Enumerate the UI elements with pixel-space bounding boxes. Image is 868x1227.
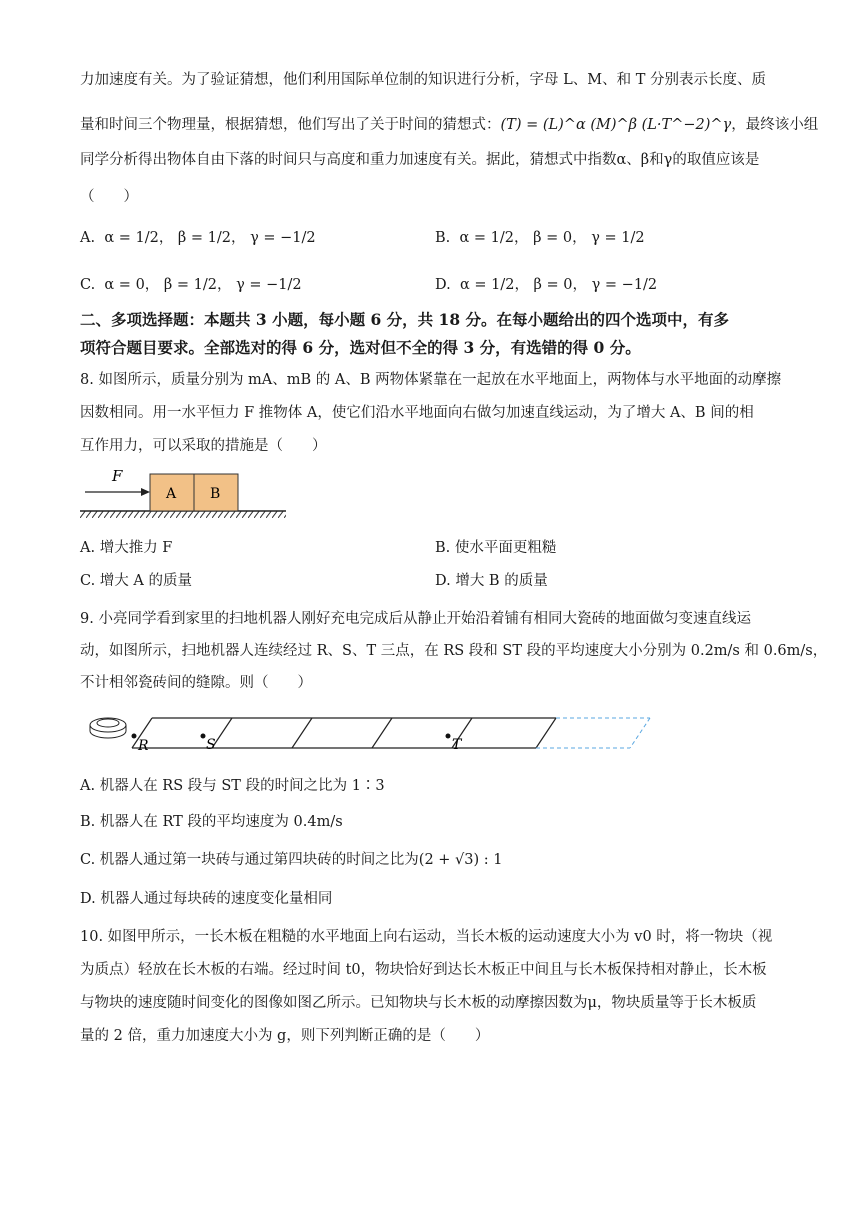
q7-text-line-3: 同学分析得出物体自由下落的时间只与高度和重力加速度有关。据此，猜想式中指数α、β和γ的取值应该是 — [80, 152, 760, 168]
q8-option-a[interactable]: A. 增大推力 F — [80, 540, 173, 556]
option-gamma: γ = −1/2 — [591, 277, 658, 293]
point-r-label: R — [138, 738, 149, 754]
q7-text-line-1: 力加速度有关。为了验证猜想，他们利用国际单位制的知识进行分析，字母 L、M、和 T 分别表示长度、质 — [80, 72, 766, 88]
q9-text-line-1: 9. 小亮同学看到家里的扫地机器人刚好充电完成后从静止开始沿着铺有相同大瓷砖的地面做匀变速直线运 — [80, 611, 751, 627]
force-arrowhead — [141, 488, 150, 496]
ground-hatching — [80, 511, 286, 518]
q10-text-line-1: 10. 如图甲所示，一长木板在粗糙的水平地面上向右运动，当长木板的运动速度大小为 v0 时，将一物块（视 — [80, 929, 773, 945]
q8-option-d[interactable]: D. 增大 B 的质量 — [435, 573, 548, 589]
option-beta: β = 0 — [533, 277, 573, 293]
q8-option-b[interactable]: B. 使水平面更粗糙 — [435, 540, 557, 556]
q9-option-d[interactable]: D. 机器人通过每块砖的速度变化量相同 — [80, 891, 333, 907]
dashed-tile-edge — [630, 718, 650, 748]
option-gamma: γ = −1/2 — [250, 230, 316, 246]
q7-formula: (T) = (L)^α (M)^β (L·T^−2)^γ — [500, 117, 732, 133]
q7-option-b[interactable]: B. α = 1/2， β = 0， γ = 1/2 — [435, 230, 645, 246]
option-alpha: α = 1/2 — [104, 230, 159, 246]
q8-blocks-figure — [80, 462, 290, 524]
option-beta: β = 1/2 — [177, 230, 232, 246]
option-alpha: α = 1/2 — [459, 277, 515, 293]
q10-text-line-4: 量的 2 倍，重力加速度大小为 g，则下列判断正确的是（ ） — [80, 1028, 490, 1044]
q9-option-c[interactable]: C. 机器人通过第一块砖与通过第四块砖的时间之比为(2 + √3) : 1 — [80, 852, 503, 868]
point-r — [132, 734, 137, 739]
option-gamma: γ = 1/2 — [591, 230, 645, 246]
q10-text-line-2: 为质点）轻放在长木板的右端。经过时间 t0，物块恰好到达长木板正中间且与长木板保持相对静止，长木板 — [80, 962, 767, 978]
q8-option-c[interactable]: C. 增大 A 的质量 — [80, 573, 192, 589]
point-t — [446, 734, 451, 739]
block-b-label: B — [210, 486, 221, 502]
q9-option-b[interactable]: B. 机器人在 RT 段的平均速度为 0.4m/s — [80, 814, 343, 830]
option-alpha: α = 0 — [104, 277, 145, 293]
tile-divider — [372, 718, 392, 748]
q8-text-line-2: 因数相同。用一水平恒力 F 推物体 A，使它们沿水平地面向右做匀加速直线运动，为了增大 A、B 间的相 — [80, 405, 754, 421]
option-beta: β = 0 — [533, 230, 573, 246]
q7-text-line-2b: ，最终该小组 — [731, 117, 819, 133]
q9-text-line-2: 动，如图所示，扫地机器人连续经过 R、S、T 三点，在 RS 段和 ST 段的平均速度大小分别为 0.2m/s 和 0.6m/s， — [80, 643, 828, 659]
q10-text-line-3: 与物块的速度随时间变化的图像如图乙所示。已知物块与长木板的动摩擦因数为μ，物块质量等于长木板质 — [80, 995, 757, 1011]
q9-tiles-figure — [86, 708, 656, 758]
tile-divider — [292, 718, 312, 748]
option-label: C. — [80, 277, 96, 293]
option-beta: β = 1/2 — [163, 277, 217, 293]
q9-option-a[interactable]: A. 机器人在 RS 段与 ST 段的时间之比为 1∶3 — [80, 778, 385, 794]
option-label: A. — [80, 230, 96, 246]
section-2-heading-line-1: 二、多项选择题：本题共 3 小题，每小题 6 分，共 18 分。在每小题给出的四个选项中，有多 — [80, 310, 730, 329]
point-t-label: T — [452, 737, 462, 753]
q7-text-line-2a: 量和时间三个物理量，根据猜想，他们写出了关于时间的猜想式： — [80, 117, 501, 133]
force-label: F — [112, 467, 123, 485]
q7-option-c[interactable]: C. α = 0， β = 1/2， γ = −1/2 — [80, 277, 302, 293]
option-alpha: α = 1/2 — [459, 230, 514, 246]
section-2-heading-line-2: 项符合题目要求。全部选对的得 6 分，选对但不全的得 3 分，有选错的得 0 分。 — [80, 338, 641, 357]
q8-text-line-3: 互作用力，可以采取的措施是（ ） — [80, 438, 327, 454]
q7-text-line-2 — [80, 115, 819, 135]
q9-text-line-3: 不计相邻瓷砖间的缝隙。则（ ） — [80, 675, 312, 691]
block-a-label: A — [166, 486, 177, 502]
q7-option-d[interactable]: D. α = 1/2， β = 0， γ = −1/2 — [435, 277, 658, 293]
robot-top — [97, 719, 119, 727]
q7-paren: （ ） — [80, 189, 138, 205]
option-label: D. — [435, 277, 451, 293]
option-gamma: γ = −1/2 — [236, 277, 302, 293]
point-s-label: S — [206, 737, 216, 753]
q7-option-a[interactable]: A. α = 1/2， β = 1/2， γ = −1/2 — [80, 230, 316, 246]
q8-text-line-1: 8. 如图所示，质量分别为 mA、mB 的 A、B 两物体紧靠在一起放在水平地面上，两物体与水平地面的动摩擦 — [80, 372, 782, 388]
option-label: B. — [435, 230, 451, 246]
tile-divider — [536, 718, 556, 748]
point-s — [201, 734, 206, 739]
